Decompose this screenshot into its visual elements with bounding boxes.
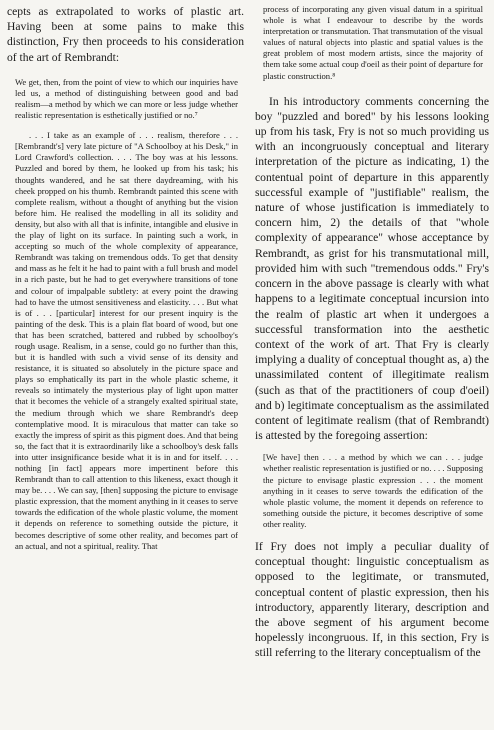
intro-paragraph: cepts as extrapolated to works of plastic art. Having been at some pains to make this distinction, Fry then proceeds to his consideration of the art of Rembrandt: (7, 5, 244, 64)
left-column (7, 4, 244, 552)
paragraph-introductory-comments: In his introductory comments concerning the boy "puzzled and bored" by his lessons looking up from his task, Fry is not so much providing us with an incongruously conceptual and literary interpretation of the picture as indicating, 1) the contentual point of departure in this apparently successful example of "justifiable" realism, the nature of whose justification is immediately to concern him, 2) the details of that "whole complexity of appearance" whose acceptance by Rembrandt, as grist for his transmutational mill, provided him with such "tremendous odds." Fry's concern in the above passage is clearly with what happens to a legitimate conceptual incursion into the realm of plastic art when it undergoes a successful transformation into the aesthetic context of the work of art. That Fry is clearly implying a duality of conceptual thought as, a) the unassimilated content of illegitimate realism (such as that of the practitioners of coup d'oeil) and b) legitimate conceptualism as the assimilated content of legitimate realism (that of Rembrandt) is attested by the foregoing assertion: (255, 94, 489, 443)
right-column (255, 4, 489, 661)
block-quote-good-bad-realism: We get, then, from the point of view to which our inquiries have led us, a method of distinguishing between good and bad realism—a method by which we can more or less judge whether realistic representation is esthetically justified or no.⁷ (15, 76, 238, 121)
block-quote-transmutation: process of incorporating any given visual datum in a spiritual whole is what I endeavour to describe by the words interpretation or transmutation. That transmutation of the visual values of natural objects into plastic and spatial values is the great problem of most modern artists, since the majority of them take some actual coup d'oeil as their point of departure for plastic construction.⁸ (263, 4, 483, 81)
block-quote-schoolboy-at-desk: . . . I take as an example of . . . realism, therefore . . . [Rembrandt's] very late picture of "A Schoolboy at his Desk," in Lord Crawford's collection. . . . The boy was at his lessons. Puzzled and bored by them, he looked up from his task; his thoughts wandered, and he sat there daydreaming, with his cheek propped on his thumb. Rembrandt painted this scene with complete realism, without a thought of anything but the vision before him. He realised the modelling in all its solidity and density, but also with all that is infinite, intangible and elusive in the play of light on its surface. In painting such a work, in accepting so much of the whole complexity of appearance, Rembrandt was taking on tremendous odds. To get that density and mass as he felt it he had to paint with a full brush and model in a rich paste, but he had to get everywhere transitions of tone and colour of impalpable subtlety: at every point the drawing had to have the utmost sensitiveness and elasticity. . . . But what is of . . . [particular] interest for our present inquiry is the painting of the desk. This is a plain flat board of wood, but one that has been scratched, battered and rubbed by schoolboy's rough usage. Realism, in a sense, could go no further than this, but it is handled with such a vivid sense of its density and resistance, it is situated so absolutely in the picture space and plays so emphatically its part in the whole plastic scheme, it reveals so intimately the mysterious play of light upon matter that it becomes the vehicle of a strangely exalted spiritual state, the medium through which we share Rembrandt's deep contemplative mood. It is miraculous that matter can take so exactly the impress of spirit as this pigment does. And that being so, the fact that it is extraordinarily like a schoolboy's desk falls into utter insignificance beside what it is in and for itself. . . . nothing [in fact] appears more impertinent before this Rembrandt than to call attention to this likeness, exact though it may be. . . . We can say, [then] supposing the picture to envisage plastic expression, that the moment anything in it ceases to serve towards the edification of the whole plastic volume, the moment it depends on reference to something outside the picture, it becomes descriptive of some other reality, and becomes part of an actual, and not a spiritual, reality. That (15, 130, 238, 551)
block-quote-method-judge-realism: [We have] then . . . a method by which we can . . . judge whether realistic representation is justified or no. . . . Supposing the picture to envisage plastic expression . . . the moment anything in it ceases to serve towards the edification of the whole plastic volume, the moment it depends on reference to something outside the picture, it becomes descriptive of some other reality. (263, 452, 483, 529)
paragraph-duality-conceptual-thought: If Fry does not imply a peculiar duality of conceptual thought: linguistic conceptualism as opposed to the legitimate, or transmuted, conceptual content of plastic expression, then his introductory, apparently literary, description and the above segment of his argument become hopelessly incongruous. If, in this section, Fry is still referring to the literary conceptualism of the (255, 539, 489, 660)
